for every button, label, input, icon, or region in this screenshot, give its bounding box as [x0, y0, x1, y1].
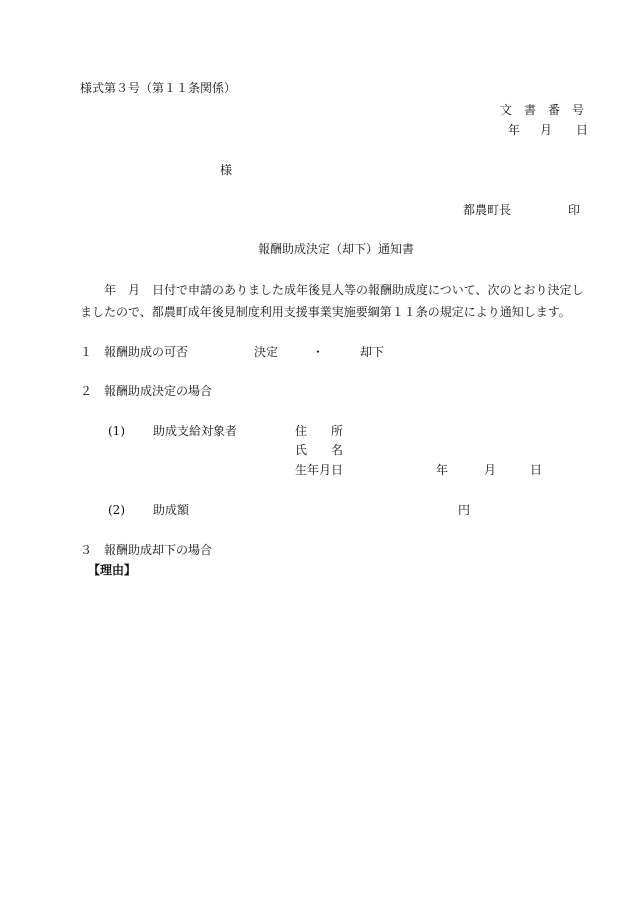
birthdate-label: 生年月日 [295, 463, 344, 477]
option-separator: ・ [312, 345, 325, 359]
birth-day-label: 日 [530, 463, 543, 477]
addressee-suffix: 様 [220, 163, 233, 177]
issuer-title: 都農町長 [463, 203, 512, 217]
address-label: 住 所 [295, 424, 344, 438]
birth-month-label: 月 [484, 463, 497, 477]
item-1-number: (1) [108, 424, 125, 438]
option-reject: 却下 [360, 345, 385, 359]
yen-unit: 円 [458, 503, 471, 517]
header-date-day: 日 [576, 123, 589, 137]
option-decide: 決定 [254, 345, 279, 359]
section-1-label: １ 報酬助成の可否 [80, 345, 189, 359]
document-title: 報酬助成決定（却下）通知書 [258, 242, 415, 256]
body-line-2: ましたので、都農町成年後見制度利用支援事業実施要綱第１１条の規定により通知します。 [80, 305, 571, 319]
subject-person-label: 助成支給対象者 [153, 424, 238, 438]
body-line-1: 年 月 日付で申請のありました成年後見人等の報酬助成度について、次のとおり決定し [104, 283, 584, 297]
form-number: 様式第３号（第１１条関係） [80, 81, 237, 95]
reason-label: 【理由】 [88, 563, 137, 577]
item-2-number: (2) [108, 503, 125, 517]
birth-year-label: 年 [436, 463, 449, 477]
header-date-month: 月 [540, 123, 553, 137]
document-number-label: 文 書 番 号 [500, 103, 585, 117]
subsidy-amount-label: 助成額 [153, 503, 190, 517]
issuer-seal: 印 [568, 203, 581, 217]
section-3-label: ３ 報酬助成却下の場合 [80, 543, 213, 557]
name-label: 氏 名 [295, 443, 344, 457]
section-2-label: ２ 報酬助成決定の場合 [80, 384, 213, 398]
header-date-year: 年 [508, 123, 521, 137]
